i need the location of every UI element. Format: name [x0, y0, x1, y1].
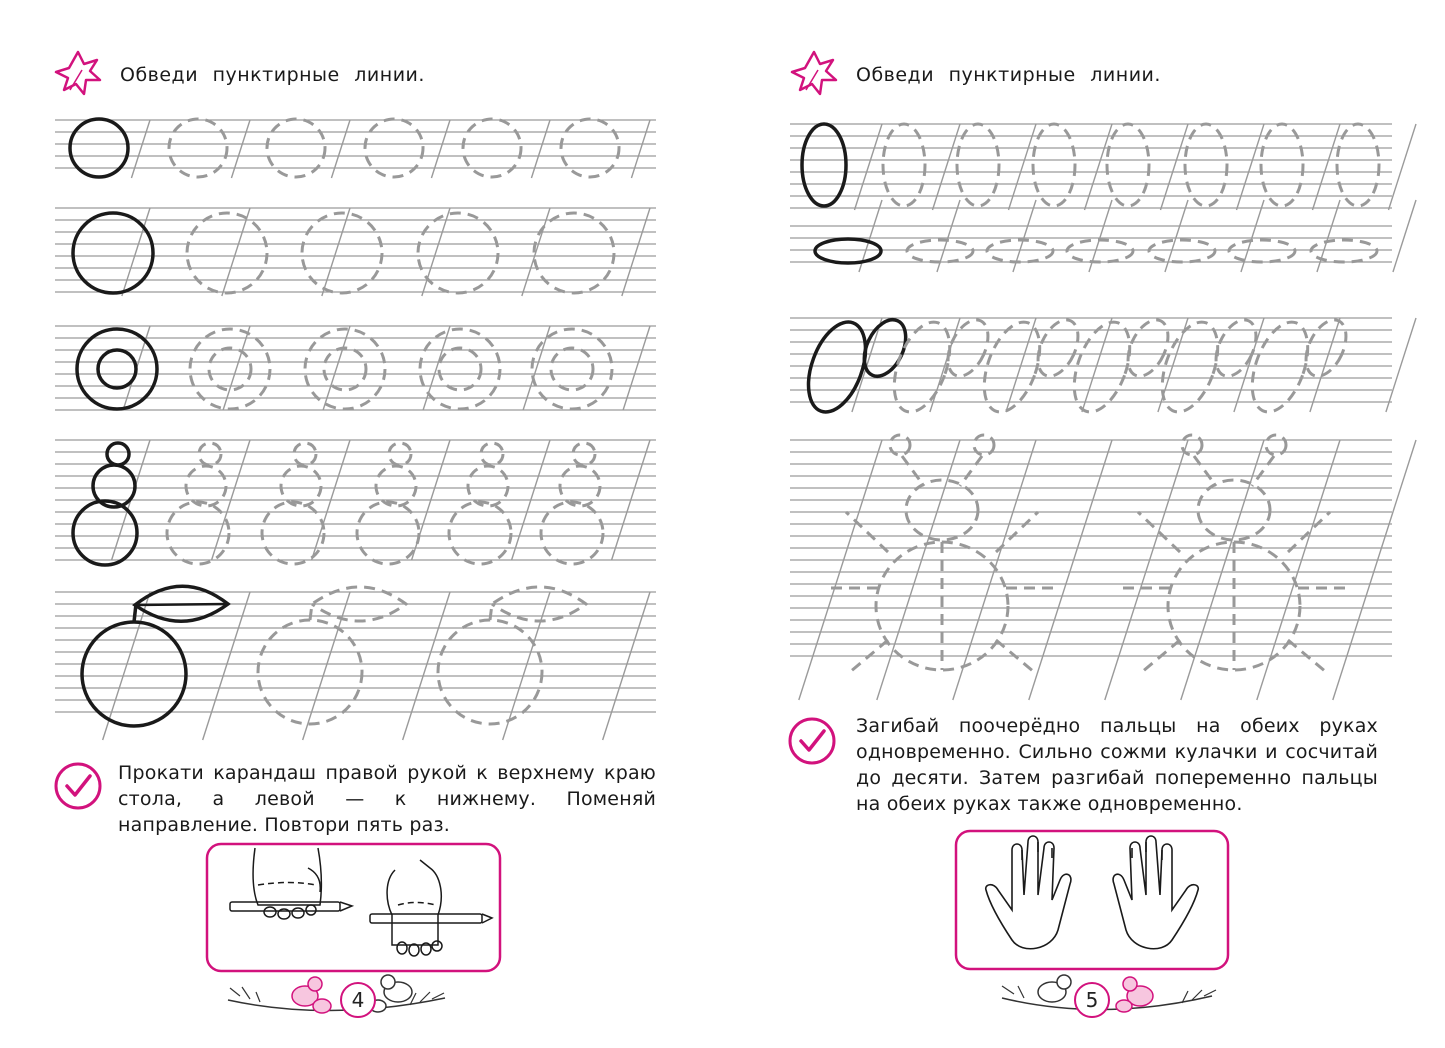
slant-line: [531, 120, 550, 178]
slant-line: [322, 208, 350, 296]
dashed-circle: [534, 213, 614, 293]
slant-line: [222, 208, 250, 296]
left-instruction: Обведи пунктирные линии.: [120, 64, 425, 86]
dashed-apple: [258, 620, 362, 724]
slant-line: [103, 592, 150, 740]
slant-line: [331, 120, 350, 178]
dashed-flat-oval: [1229, 240, 1295, 262]
slant-line: [854, 124, 882, 210]
slant-line: [1181, 440, 1264, 700]
left-dashed-shapes: [167, 119, 619, 724]
slant-line: [930, 318, 960, 412]
open-palms-icon: [956, 831, 1228, 969]
left-page-number: 4: [340, 982, 376, 1018]
dashed-flat-oval: [1311, 240, 1377, 262]
dashed-flat-oval: [1067, 240, 1133, 262]
dashed-small-circle: [199, 443, 221, 465]
dashed-big-circle: [449, 502, 511, 564]
slant-line: [231, 120, 250, 178]
birds-on-branch-icon: [228, 975, 445, 1013]
dashed-circle: [302, 213, 382, 293]
dashed-ladybug-antenna-line: [902, 456, 982, 486]
slant-line: [431, 120, 450, 178]
dashed-big-circle: [262, 502, 324, 564]
star-pencil-icon: [792, 52, 836, 94]
slant-line: [1234, 318, 1264, 412]
right-ruling: [790, 124, 1416, 700]
left-exercise-text: Прокати карандаш правой рукой к верхнему краю стола, а левой — к нижнему. Поменяй направление. Повтори пять раз.: [118, 762, 656, 836]
dashed-big-circle: [541, 502, 603, 564]
dashed-circle: [190, 329, 270, 409]
dashed-small-circle: [481, 443, 503, 465]
right-instruction: Обведи пунктирные линии.: [856, 64, 1161, 86]
star-pencil-icon: [56, 52, 100, 94]
checkmark-circle-icon: [56, 764, 100, 808]
slant-line: [1333, 440, 1416, 700]
slant-line: [1388, 124, 1416, 210]
slant-line: [1310, 318, 1340, 412]
hands-rolling-pencil-icon: [207, 844, 500, 971]
slant-line: [799, 440, 882, 700]
slant-line: [1393, 200, 1416, 272]
dashed-inner-circle: [551, 348, 593, 390]
dashed-big-circle: [357, 502, 419, 564]
slant-line: [1105, 440, 1188, 700]
dashed-flat-oval: [1149, 240, 1215, 262]
right-page-artwork: [722, 0, 1445, 1048]
dashed-circle: [532, 329, 612, 409]
dashed-small-circle: [389, 443, 411, 465]
dashed-ladybug-head: [1198, 480, 1270, 540]
dashed-ladybug-head: [906, 480, 978, 540]
slant-line: [131, 120, 150, 178]
right-exercise-text: Загибай поочерёдно пальцы на обеих руках одновременно. Сильно сожми кулачки и сосчитай до десяти. Затем разгибай попеременно пальцы на обеих руках также одновременно.: [856, 715, 1378, 815]
dashed-circle: [418, 213, 498, 293]
slant-line: [403, 592, 450, 740]
dashed-small-circle: [573, 443, 595, 465]
slant-line: [1386, 318, 1416, 412]
dashed-inner-circle: [324, 348, 366, 390]
right-page: [722, 0, 1445, 1048]
slant-line: [622, 208, 650, 296]
dashed-circle: [420, 329, 500, 409]
dashed-flat-oval: [907, 240, 973, 262]
right-page-number: 5: [1074, 982, 1110, 1018]
left-page: [0, 0, 722, 1048]
checkmark-circle-icon: [790, 719, 834, 763]
slant-line: [1029, 440, 1112, 700]
slant-line: [852, 318, 882, 412]
left-page-artwork: [0, 0, 722, 1048]
dashed-small-circle: [294, 443, 316, 465]
right-dashed-shapes: [824, 124, 1379, 672]
slant-line: [1257, 440, 1340, 700]
dashed-inner-circle: [439, 348, 481, 390]
slant-line: [603, 592, 650, 740]
dashed-inner-circle: [209, 348, 251, 390]
dashed-ladybug-antenna-line: [1194, 456, 1274, 486]
slant-line: [631, 120, 650, 178]
dashed-apple: [438, 620, 542, 724]
